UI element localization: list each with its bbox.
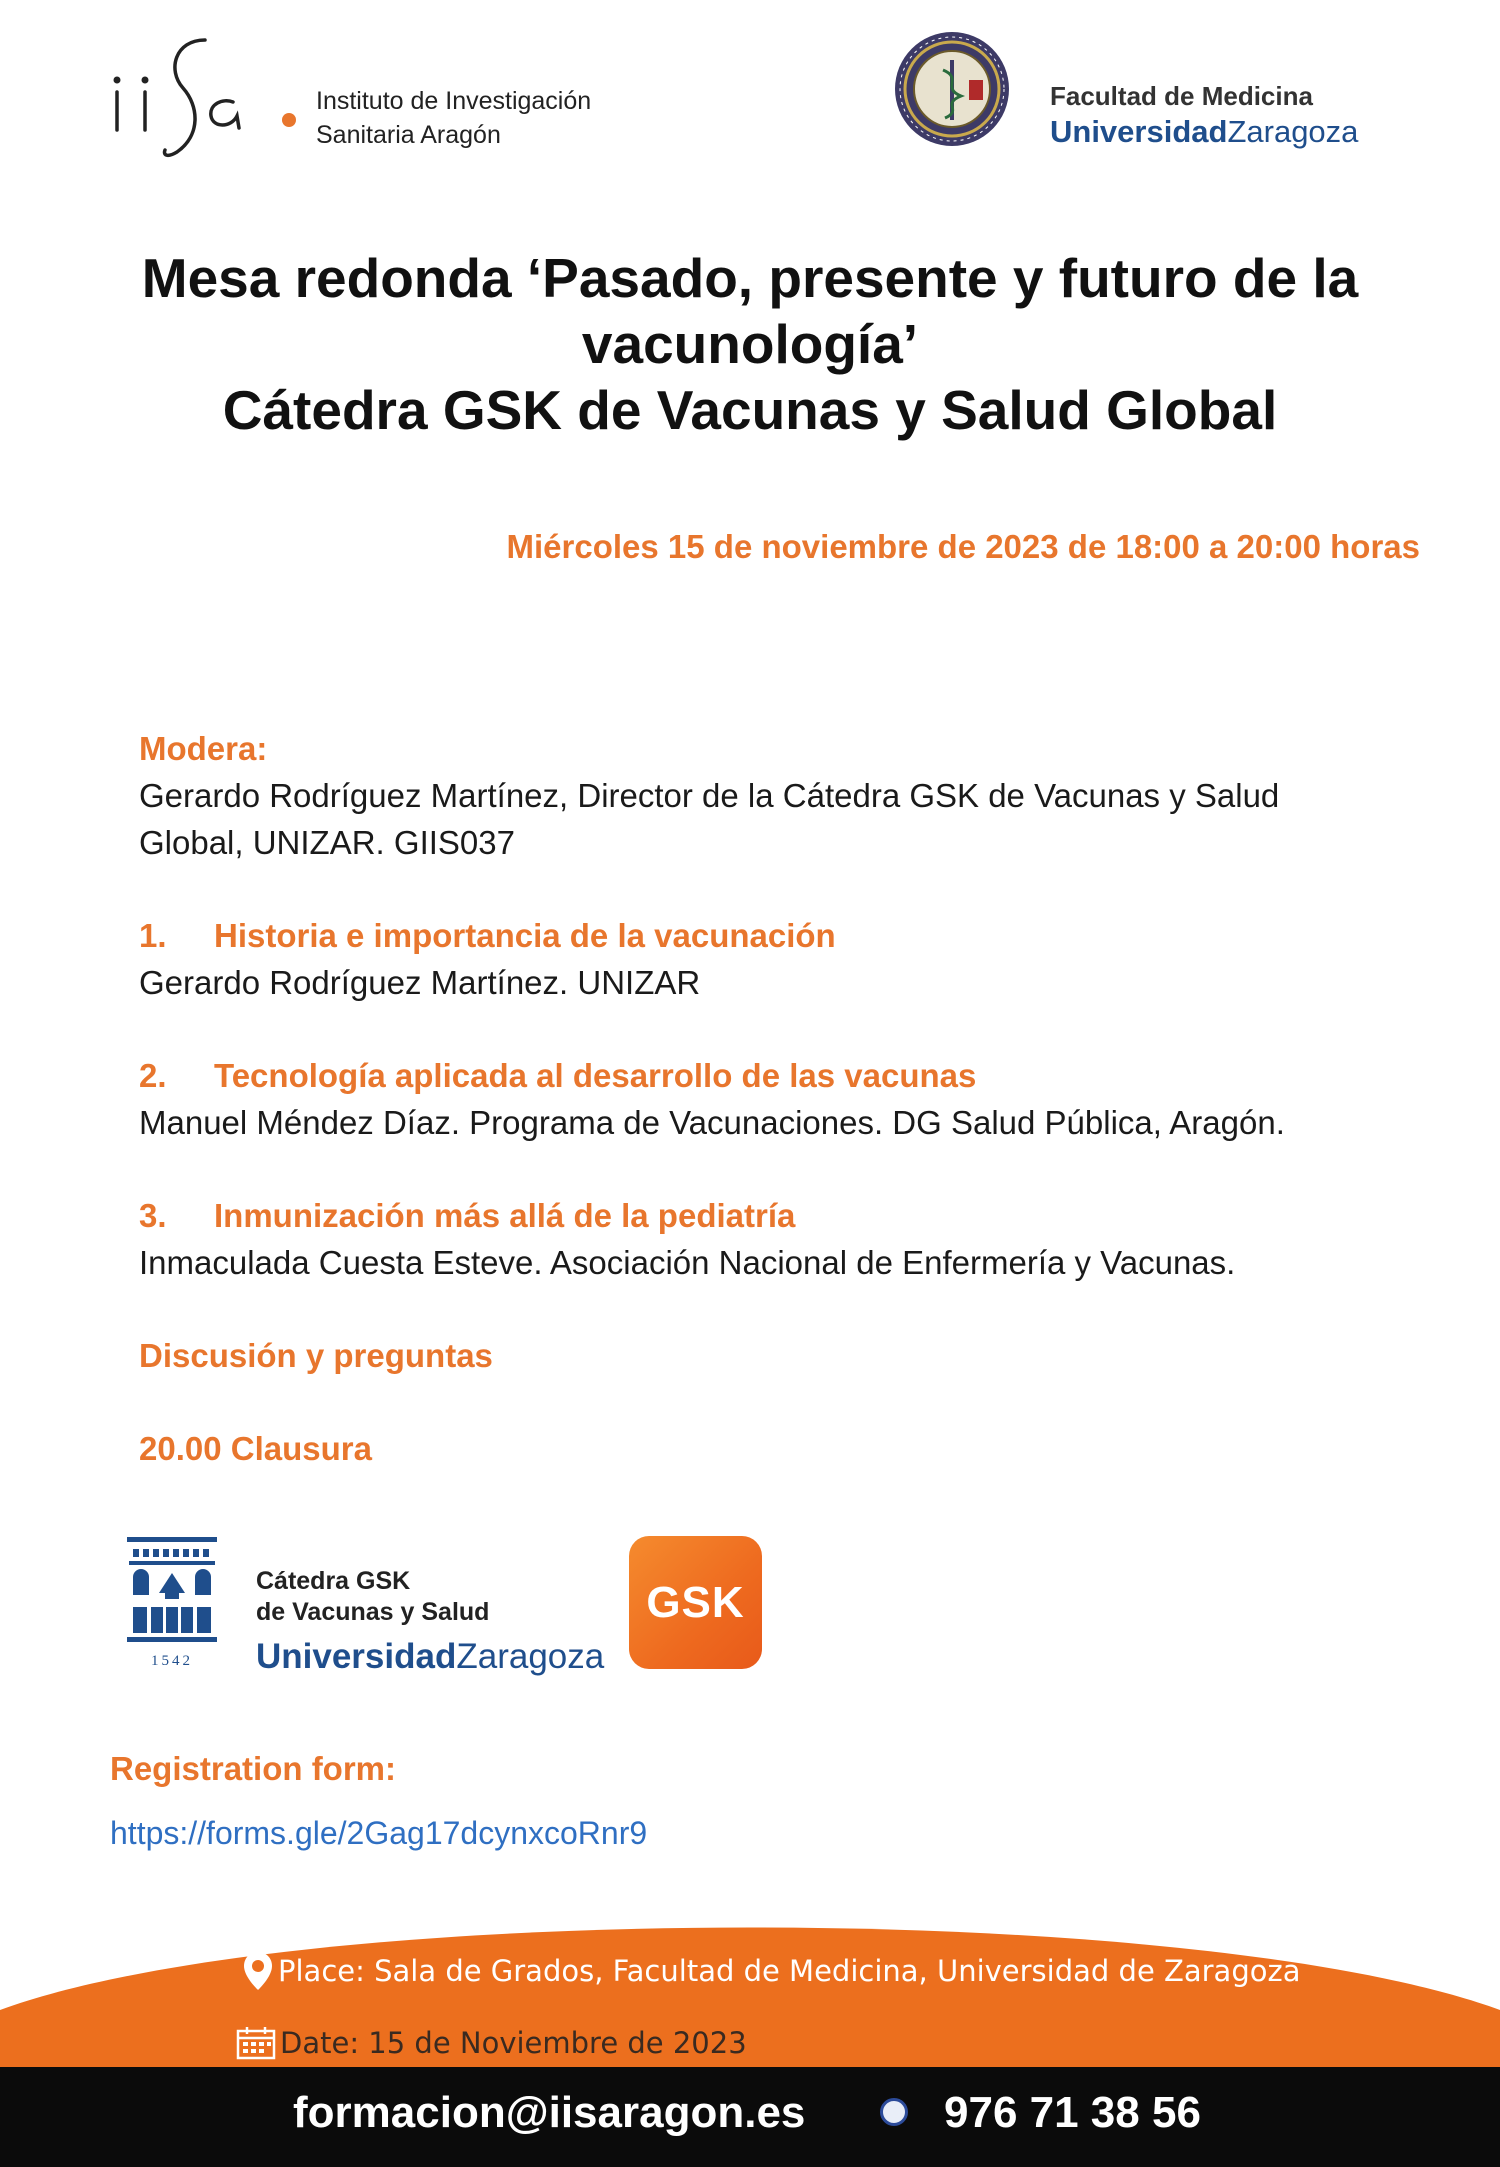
- moderator-text-1: Gerardo Rodríguez Martínez, Director de la Cátedra GSK de Vacunas y Salud: [139, 777, 1280, 814]
- program-item-title: Inmunización más allá de la pediatría: [214, 1197, 796, 1234]
- closing-heading: 20.00 Clausura: [139, 1430, 372, 1467]
- program-item-title: Tecnología aplicada al desarrollo de las vacunas: [214, 1057, 977, 1094]
- emblem-year: 1542: [151, 1653, 193, 1669]
- catedra-university-strong: Universidad: [256, 1637, 457, 1676]
- program-item-3-title: [139, 1192, 1399, 1239]
- faculty-seal-icon: [893, 30, 1011, 148]
- program-item-number: 3.: [139, 1197, 167, 1234]
- university-light: Zaragoza: [1227, 114, 1359, 149]
- university-name: [1050, 114, 1358, 151]
- iisa-line-1: Instituto de Investigación: [316, 87, 592, 115]
- program-item-title: Historia e importancia de la vacunación: [214, 917, 836, 954]
- iisa-institute-name: [316, 84, 591, 152]
- program-item-3-speaker: Inmaculada Cuesta Esteve. Asociación Nacional de Enfermería y Vacunas.: [139, 1244, 1236, 1281]
- catedra-line-1: Cátedra GSK: [256, 1567, 411, 1595]
- event-datetime: Miércoles 15 de noviembre de 2023 de 18:00 a 20:00 horas: [506, 528, 1420, 565]
- faculty-logo-text: [1050, 78, 1358, 151]
- moderator-label: Modera:: [139, 730, 268, 767]
- program-item-2-title: [139, 1052, 1399, 1099]
- iisa-line-2: Sanitaria Aragón: [316, 121, 501, 149]
- date-row: [236, 2026, 747, 2060]
- catedra-logo-text: [256, 1566, 489, 1628]
- university-emblem-icon: [125, 1535, 219, 1673]
- place-row: [242, 1950, 1300, 1992]
- moderator-text-2: Global, UNIZAR. GIIS037: [139, 824, 515, 861]
- catedra-university-name: [256, 1637, 604, 1677]
- program-item-number: 1.: [139, 917, 167, 954]
- contact-phone: 976 71 38 56: [944, 2088, 1201, 2137]
- program: [139, 725, 1399, 1472]
- catedra-line-2: de Vacunas y Salud: [256, 1598, 490, 1626]
- program-item-number: 2.: [139, 1057, 167, 1094]
- registration-label: Registration form:: [110, 1750, 397, 1787]
- event-title: [60, 245, 1440, 443]
- date-text: Date: 15 de Noviembre de 2023: [280, 2026, 747, 2060]
- registration-link[interactable]: https://forms.gle/2Gag17dcynxcoRnr9: [110, 1815, 648, 1851]
- title-line-3: Cátedra GSK de Vacunas y Salud Global: [222, 379, 1278, 441]
- title-line-2: vacunología’: [581, 313, 919, 375]
- separator-dot-icon: [880, 2098, 908, 2126]
- discussion-heading: Discusión y preguntas: [139, 1337, 493, 1374]
- calendar-icon: [236, 2026, 276, 2060]
- university-strong: Universidad: [1050, 114, 1228, 149]
- faculty-name: Facultad de Medicina: [1050, 81, 1313, 111]
- gsk-logo: GSK: [629, 1536, 762, 1669]
- title-line-1: Mesa redonda ‘Pasado, presente y futuro de la: [141, 247, 1359, 309]
- place-text: Place: Sala de Grados, Facultad de Medicina, Universidad de Zaragoza: [278, 1954, 1301, 1988]
- program-item-2-speaker: Manuel Méndez Díaz. Programa de Vacunaciones. DG Salud Pública, Aragón.: [139, 1104, 1285, 1141]
- contact-email[interactable]: formacion@iisaragon.es: [293, 2088, 806, 2137]
- location-pin-icon: [242, 1950, 274, 1992]
- catedra-university-light: Zaragoza: [456, 1637, 605, 1676]
- program-item-1-speaker: Gerardo Rodríguez Martínez. UNIZAR: [139, 964, 701, 1001]
- program-item-1-title: [139, 912, 1399, 959]
